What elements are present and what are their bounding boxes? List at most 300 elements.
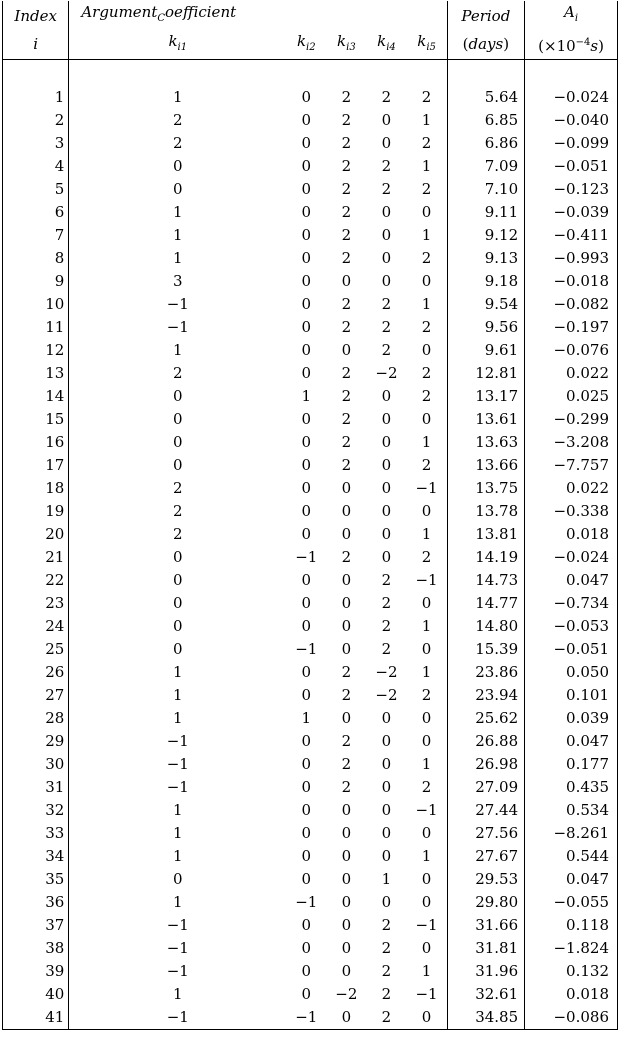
row-k3: 2	[341, 732, 352, 750]
row-k3: 0	[341, 847, 352, 865]
row-k5: 0	[407, 891, 448, 914]
row-k4: 0	[381, 778, 392, 796]
header-row-2	[3, 30, 618, 60]
row-k5: 0	[407, 408, 448, 431]
table-row	[3, 730, 618, 753]
row-k3: 2	[341, 111, 352, 129]
row-k5: 1	[407, 845, 448, 868]
row-k4: 2	[381, 571, 392, 589]
row-amplitude: −0.411	[525, 224, 618, 247]
row-amplitude: 0.118	[525, 914, 618, 937]
row-k5: 2	[407, 684, 448, 707]
row-k5: −1	[407, 477, 448, 500]
row-amplitude: 0.132	[525, 960, 618, 983]
row-index: 31	[3, 776, 69, 799]
row-amplitude: 0.047	[525, 569, 618, 592]
row-k4: −2	[375, 364, 398, 382]
row-period: 25.62	[447, 707, 525, 730]
row-amplitude: −8.261	[525, 822, 618, 845]
row-period: 31.96	[447, 960, 525, 983]
table-row	[3, 155, 618, 178]
row-index: 37	[3, 914, 69, 937]
header-k1: $k_{i1}$	[69, 30, 286, 60]
row-k2: 0	[301, 870, 312, 888]
row-k3: 2	[341, 663, 352, 681]
row-k5: −1	[407, 983, 448, 1006]
row-k3: 2	[341, 249, 352, 267]
row-k4: 0	[381, 387, 392, 405]
table-row	[3, 753, 618, 776]
header-amplitude: $A_i$	[525, 1, 618, 30]
row-k3: 2	[341, 410, 352, 428]
row-k1: 0	[172, 157, 183, 175]
row-period: 9.54	[447, 293, 525, 316]
row-amplitude: −0.123	[525, 178, 618, 201]
row-k1: −1	[166, 778, 189, 796]
row-k1: 1	[172, 801, 183, 819]
row-k2: 0	[301, 134, 312, 152]
row-k5: 1	[407, 960, 448, 983]
row-period: 26.98	[447, 753, 525, 776]
row-index: 39	[3, 960, 69, 983]
table-row	[3, 500, 618, 523]
table-row	[3, 224, 618, 247]
row-index: 8	[3, 247, 69, 270]
row-k2: 0	[301, 594, 312, 612]
row-k4: 2	[381, 180, 392, 198]
row-k4: 0	[381, 272, 392, 290]
row-k3: 0	[341, 939, 352, 957]
row-k3: 0	[341, 571, 352, 589]
row-amplitude: −0.993	[525, 247, 618, 270]
row-k2: 0	[301, 778, 312, 796]
header-k4: $k_{i4}$	[366, 30, 406, 60]
table-row	[3, 270, 618, 293]
table-row	[3, 707, 618, 730]
row-index: 34	[3, 845, 69, 868]
table-row	[3, 960, 618, 983]
row-k5: 1	[407, 753, 448, 776]
row-k4: 0	[381, 433, 392, 451]
row-k2: 0	[301, 364, 312, 382]
row-index: 24	[3, 615, 69, 638]
row-k2: 0	[301, 295, 312, 313]
spacer-row	[3, 60, 618, 87]
table-row	[3, 684, 618, 707]
row-k2: 0	[301, 686, 312, 704]
row-k3: 0	[341, 962, 352, 980]
row-k4: 0	[381, 479, 392, 497]
row-k1: 1	[172, 686, 183, 704]
row-k3: 2	[341, 134, 352, 152]
row-k2: 0	[301, 801, 312, 819]
row-index: 25	[3, 638, 69, 661]
row-period: 13.81	[447, 523, 525, 546]
row-k5: 2	[407, 546, 448, 569]
row-k3: 2	[341, 433, 352, 451]
row-index: 9	[3, 270, 69, 293]
row-k1: 1	[172, 341, 183, 359]
row-k3: 2	[341, 387, 352, 405]
row-index: 11	[3, 316, 69, 339]
row-k5: 0	[407, 500, 448, 523]
header-k2: $k_{i2}$	[286, 30, 326, 60]
row-k1: 0	[172, 640, 183, 658]
row-k4: 0	[381, 502, 392, 520]
row-k4: 2	[381, 318, 392, 336]
row-amplitude: 0.022	[525, 477, 618, 500]
row-k1: −1	[69, 1006, 286, 1030]
row-k1: 2	[172, 525, 183, 543]
coefficient-table	[2, 1, 618, 1030]
row-amplitude: −0.734	[525, 592, 618, 615]
row-index: 36	[3, 891, 69, 914]
row-k4: 2	[381, 939, 392, 957]
row-k3: 0	[341, 272, 352, 290]
row-index: 22	[3, 569, 69, 592]
row-amplitude: 0.039	[525, 707, 618, 730]
row-period: 14.80	[447, 615, 525, 638]
row-k1: 3	[172, 272, 183, 290]
header-index-i: i	[3, 30, 69, 60]
row-k2: 0	[301, 663, 312, 681]
table-row	[3, 339, 618, 362]
table-row	[3, 431, 618, 454]
row-period: 15.39	[447, 638, 525, 661]
row-k5: 0	[407, 339, 448, 362]
row-period: 27.09	[447, 776, 525, 799]
header-k3: $k_{i3}$	[326, 30, 366, 60]
row-k1: 1	[172, 249, 183, 267]
row-k2: 1	[301, 387, 312, 405]
row-k3: 0	[341, 824, 352, 842]
row-k4: 0	[381, 893, 392, 911]
row-k1: −1	[166, 755, 189, 773]
row-k2: 0	[301, 479, 312, 497]
row-k1: 0	[172, 410, 183, 428]
row-k5: 2	[407, 178, 448, 201]
table-row	[3, 914, 618, 937]
row-period: 14.73	[447, 569, 525, 592]
header-row-1	[3, 1, 618, 30]
table-row	[3, 523, 618, 546]
header-argument: Argument$_C$oefficient	[81, 3, 237, 24]
row-k5: 1	[407, 661, 448, 684]
row-k5: 1	[407, 224, 448, 247]
row-k5: 1	[407, 155, 448, 178]
row-k1: 0	[172, 180, 183, 198]
row-k4: 0	[381, 111, 392, 129]
table-row	[3, 86, 618, 109]
row-amplitude: −0.053	[525, 615, 618, 638]
row-period: 29.53	[447, 868, 525, 891]
row-k1: −1	[166, 939, 189, 957]
row-k2: 0	[301, 433, 312, 451]
row-amplitude: −0.099	[525, 132, 618, 155]
row-k5: 2	[407, 454, 448, 477]
row-k2: 0	[301, 985, 312, 1003]
row-k2: 0	[301, 571, 312, 589]
table-row	[3, 845, 618, 868]
row-period: 13.17	[447, 385, 525, 408]
row-period: 27.67	[447, 845, 525, 868]
row-k3: 2	[341, 456, 352, 474]
header-index: Index	[3, 1, 69, 30]
row-k1: 1	[172, 847, 183, 865]
row-k2: 0	[301, 88, 312, 106]
row-k3: 0	[341, 870, 352, 888]
row-k5: 0	[407, 201, 448, 224]
row-k2: 0	[301, 732, 312, 750]
table-row	[3, 638, 618, 661]
row-k3: 2	[341, 548, 352, 566]
table-row	[3, 776, 618, 799]
row-k4: 2	[366, 1006, 406, 1030]
row-period: 31.81	[447, 937, 525, 960]
row-k5: 2	[407, 316, 448, 339]
row-amplitude: −0.197	[525, 316, 618, 339]
row-period: 9.61	[447, 339, 525, 362]
row-index: 23	[3, 592, 69, 615]
table-row	[3, 178, 618, 201]
row-k4: 2	[381, 962, 392, 980]
row-k2: 0	[301, 962, 312, 980]
row-amplitude: 0.435	[525, 776, 618, 799]
row-amplitude: −0.039	[525, 201, 618, 224]
row-period: 6.86	[447, 132, 525, 155]
row-k4: 0	[381, 824, 392, 842]
row-index: 40	[3, 983, 69, 1006]
row-k4: 2	[381, 916, 392, 934]
row-index: 2	[3, 109, 69, 132]
row-k1: 1	[172, 824, 183, 842]
row-k3: 2	[341, 364, 352, 382]
row-index: 41	[3, 1006, 69, 1030]
table-body	[3, 60, 618, 1030]
row-k4: 2	[381, 295, 392, 313]
row-amplitude: 0.018	[525, 523, 618, 546]
row-period: 5.64	[447, 86, 525, 109]
row-amplitude: 0.022	[525, 362, 618, 385]
row-k5: −1	[407, 569, 448, 592]
row-index: 16	[3, 431, 69, 454]
row-k1: 1	[172, 226, 183, 244]
row-k3: 2	[341, 157, 352, 175]
row-k4: 0	[381, 847, 392, 865]
row-period: 29.80	[447, 891, 525, 914]
row-period: 27.44	[447, 799, 525, 822]
row-k4: 2	[381, 594, 392, 612]
row-k3: 0	[326, 1006, 366, 1030]
row-k5: 2	[407, 385, 448, 408]
row-index: 32	[3, 799, 69, 822]
row-amplitude: −3.208	[525, 431, 618, 454]
table-row	[3, 983, 618, 1006]
row-k4: 0	[381, 801, 392, 819]
row-k4: 0	[381, 249, 392, 267]
row-period: 32.61	[447, 983, 525, 1006]
row-index: 19	[3, 500, 69, 523]
row-k2: −1	[295, 640, 318, 658]
row-k4: 0	[381, 134, 392, 152]
row-amplitude: −0.024	[525, 546, 618, 569]
table-row	[3, 615, 618, 638]
row-index: 6	[3, 201, 69, 224]
row-period: 12.81	[447, 362, 525, 385]
row-amplitude: 0.544	[525, 845, 618, 868]
row-k3: 2	[341, 686, 352, 704]
row-index: 1	[3, 86, 69, 109]
row-period: 14.19	[447, 546, 525, 569]
row-index: 13	[3, 362, 69, 385]
row-period: 13.63	[447, 431, 525, 454]
row-k3: 0	[341, 916, 352, 934]
row-index: 15	[3, 408, 69, 431]
row-k3: 2	[341, 755, 352, 773]
row-k1: 2	[172, 111, 183, 129]
row-amplitude: −0.018	[525, 270, 618, 293]
row-amplitude: 0.047	[525, 730, 618, 753]
row-k5: 2	[407, 362, 448, 385]
row-k4: 0	[381, 755, 392, 773]
row-k3: 0	[341, 893, 352, 911]
row-k3: 0	[341, 341, 352, 359]
row-k4: 2	[381, 157, 392, 175]
row-k1: 0	[172, 571, 183, 589]
row-index: 20	[3, 523, 69, 546]
row-index: 27	[3, 684, 69, 707]
row-k3: 2	[341, 180, 352, 198]
row-k5: 2	[407, 132, 448, 155]
row-k4: −2	[375, 686, 398, 704]
row-k4: 2	[381, 640, 392, 658]
row-index: 18	[3, 477, 69, 500]
row-k3: 0	[341, 502, 352, 520]
row-index: 26	[3, 661, 69, 684]
row-k4: 1	[381, 870, 392, 888]
row-k5: 2	[407, 776, 448, 799]
row-amplitude: −0.086	[525, 1006, 618, 1030]
row-k4: 0	[381, 226, 392, 244]
row-index: 30	[3, 753, 69, 776]
row-amplitude: −0.299	[525, 408, 618, 431]
row-k2: 0	[301, 157, 312, 175]
row-k2: 0	[301, 272, 312, 290]
row-k5: 1	[407, 523, 448, 546]
row-k3: 2	[341, 318, 352, 336]
row-k3: 0	[341, 801, 352, 819]
row-k5: 0	[407, 822, 448, 845]
row-k3: 0	[341, 640, 352, 658]
row-index: 21	[3, 546, 69, 569]
table-row	[3, 201, 618, 224]
table-row	[3, 109, 618, 132]
header-period-unit: (days)	[447, 30, 525, 60]
row-k1: 2	[172, 502, 183, 520]
row-k1: 1	[172, 203, 183, 221]
table-row	[3, 247, 618, 270]
row-k3: 0	[341, 525, 352, 543]
row-amplitude: −0.082	[525, 293, 618, 316]
row-k2: −1	[295, 548, 318, 566]
table-row	[3, 661, 618, 684]
row-k5: −1	[407, 914, 448, 937]
row-period: 27.56	[447, 822, 525, 845]
row-index: 3	[3, 132, 69, 155]
row-amplitude: −0.055	[525, 891, 618, 914]
row-k1: −1	[166, 732, 189, 750]
row-k3: 0	[341, 617, 352, 635]
row-k2: 0	[301, 456, 312, 474]
row-k4: 2	[381, 985, 392, 1003]
row-k5: 1	[407, 615, 448, 638]
row-k3: 0	[341, 594, 352, 612]
row-k3: 2	[341, 203, 352, 221]
row-period: 7.10	[447, 178, 525, 201]
row-k3: 2	[341, 778, 352, 796]
row-amplitude: 0.534	[525, 799, 618, 822]
table-header	[3, 1, 618, 60]
table-row	[3, 822, 618, 845]
row-amplitude: −1.824	[525, 937, 618, 960]
row-k4: 0	[381, 709, 392, 727]
table-row	[3, 868, 618, 891]
row-amplitude: 0.025	[525, 385, 618, 408]
row-k5: 0	[407, 638, 448, 661]
row-amplitude: 0.177	[525, 753, 618, 776]
row-k5: 0	[407, 592, 448, 615]
table-row	[3, 1006, 618, 1030]
row-period: 31.66	[447, 914, 525, 937]
row-k2: 0	[301, 824, 312, 842]
row-k1: 0	[172, 433, 183, 451]
row-amplitude: −0.051	[525, 155, 618, 178]
row-k4: −2	[375, 663, 398, 681]
header-period: Period	[447, 1, 525, 30]
table-row	[3, 799, 618, 822]
row-k4: 0	[381, 525, 392, 543]
row-k5: 1	[407, 293, 448, 316]
table-row	[3, 891, 618, 914]
row-period: 13.78	[447, 500, 525, 523]
table-row	[3, 385, 618, 408]
row-k2: 0	[301, 410, 312, 428]
row-index: 29	[3, 730, 69, 753]
row-index: 12	[3, 339, 69, 362]
row-k3: 2	[341, 226, 352, 244]
row-index: 28	[3, 707, 69, 730]
row-k5: −1	[407, 799, 448, 822]
header-amplitude-unit: $(\times 10^{-4}s)$	[525, 30, 618, 60]
row-k4: 0	[381, 410, 392, 428]
row-amplitude: 0.050	[525, 661, 618, 684]
row-k1: −1	[166, 318, 189, 336]
row-k2: 0	[301, 525, 312, 543]
row-period: 9.13	[447, 247, 525, 270]
table-row	[3, 477, 618, 500]
row-k5: 1	[407, 431, 448, 454]
row-k1: 0	[172, 870, 183, 888]
row-k1: 0	[172, 456, 183, 474]
table-row	[3, 454, 618, 477]
row-index: 5	[3, 178, 69, 201]
row-k4: 0	[381, 203, 392, 221]
row-k2: 0	[301, 226, 312, 244]
row-k2: 0	[301, 939, 312, 957]
row-k4: 2	[381, 617, 392, 635]
row-k5: 0	[407, 707, 448, 730]
row-index: 14	[3, 385, 69, 408]
